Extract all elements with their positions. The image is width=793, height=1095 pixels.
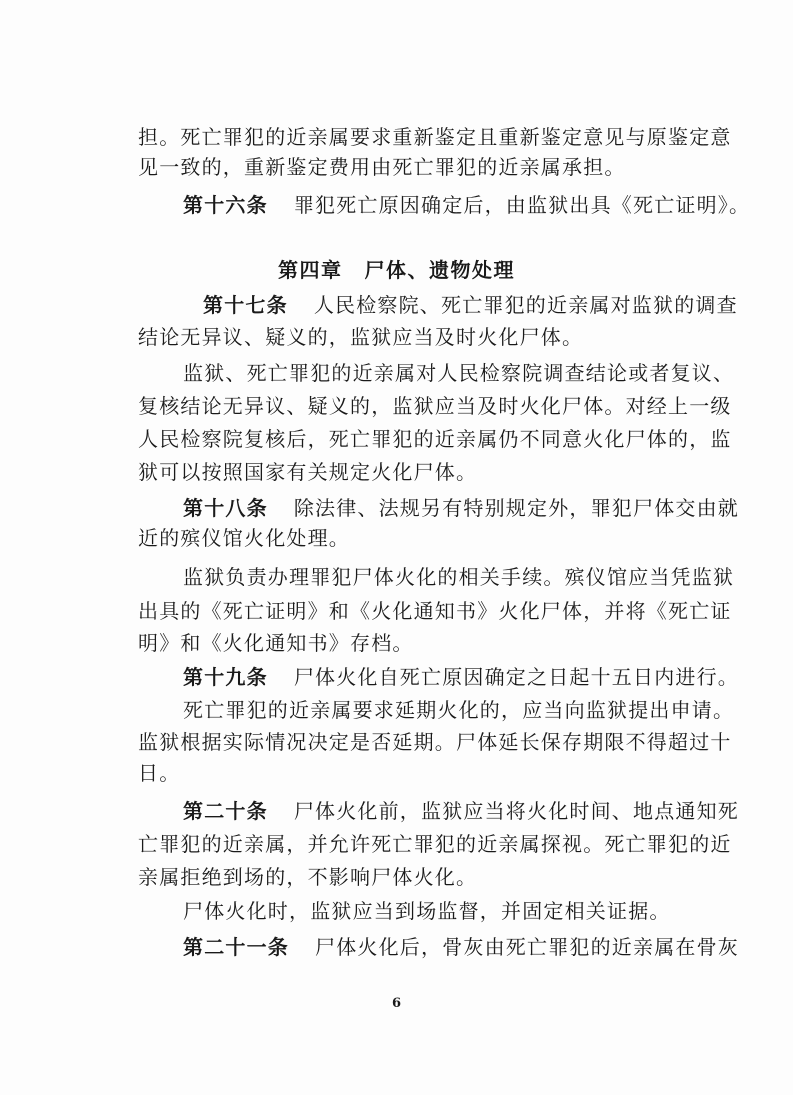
article-label: 第十九条: [183, 665, 268, 689]
article-label: 第二十一条: [183, 935, 289, 959]
article-text: 尸体火化自死亡原因确定之日起十五日内进行。: [293, 665, 740, 689]
paragraph-line: 近的殡仪馆火化处理。: [138, 526, 350, 550]
article-label: 第二十条: [183, 799, 268, 823]
paragraph-line: 结论无异议、疑义的，监狱应当及时火化尸体。: [138, 325, 584, 349]
article-20: [183, 796, 740, 826]
chapter-heading: [0, 254, 793, 283]
article-label: 第十六条: [183, 193, 268, 217]
page-number: 6: [391, 996, 402, 1011]
article-label: 第十八条: [183, 496, 268, 520]
article-16: [183, 190, 751, 220]
article-17: [203, 290, 738, 320]
article-label: 第十七条: [203, 293, 288, 317]
chapter-title: 尸体、遗物处理: [364, 258, 515, 282]
paragraph-line: 监狱负责办理罪犯尸体火化的相关手续。殡仪馆应当凭监狱: [183, 565, 735, 589]
paragraph-line: 监狱根据实际情况决定是否延期。尸体延长保存期限不得超过十: [138, 730, 732, 754]
article-19: [183, 662, 740, 692]
paragraph-line: 亡罪犯的近亲属，并允许死亡罪犯的近亲属探视。死亡罪犯的近: [138, 832, 732, 856]
article-21: [183, 932, 739, 962]
paragraph-line: 监狱、死亡罪犯的近亲属对人民检察院调查结论或者复议、: [183, 361, 735, 385]
article-18: [183, 493, 740, 523]
article-text: 人民检察院、死亡罪犯的近亲属对监狱的调查: [313, 293, 738, 317]
article-text: 除法律、法规另有特别规定外，罪犯尸体交由就: [293, 496, 740, 520]
paragraph-line: 人民检察院复核后，死亡罪犯的近亲属仍不同意火化尸体的，监: [138, 427, 732, 451]
paragraph-line: 尸体火化时，监狱应当到场监督，并固定相关证据。: [183, 899, 671, 923]
paragraph-line: 担。死亡罪犯的近亲属要求重新鉴定且重新鉴定意见与原鉴定意: [138, 125, 732, 149]
paragraph-line: 见一致的，重新鉴定费用由死亡罪犯的近亲属承担。: [138, 155, 626, 179]
paragraph-line: 日。: [138, 761, 181, 785]
paragraph-line: 出具的《死亡证明》和《火化通知书》火化尸体，并将《死亡证: [138, 599, 732, 623]
paragraph-line: 明》和《火化通知书》存档。: [138, 631, 414, 655]
chapter-label: 第四章: [278, 258, 343, 282]
article-text: 罪犯死亡原因确定后，由监狱出具《死亡证明》。: [293, 193, 751, 217]
article-text: 尸体火化前，监狱应当将火化时间、地点通知死: [293, 799, 740, 823]
article-text: 尸体火化后，骨灰由死亡罪犯的近亲属在骨灰: [315, 935, 739, 959]
paragraph-line: 复核结论无异议、疑义的，监狱应当及时火化尸体。对经上一级: [138, 394, 732, 418]
paragraph-line: 亲属拒绝到场的，不影响尸体火化。: [138, 865, 478, 889]
paragraph-line: 死亡罪犯的近亲属要求延期火化的，应当向监狱提出申请。: [183, 698, 735, 722]
paragraph-line: 狱可以按照国家有关规定火化尸体。: [138, 460, 478, 484]
